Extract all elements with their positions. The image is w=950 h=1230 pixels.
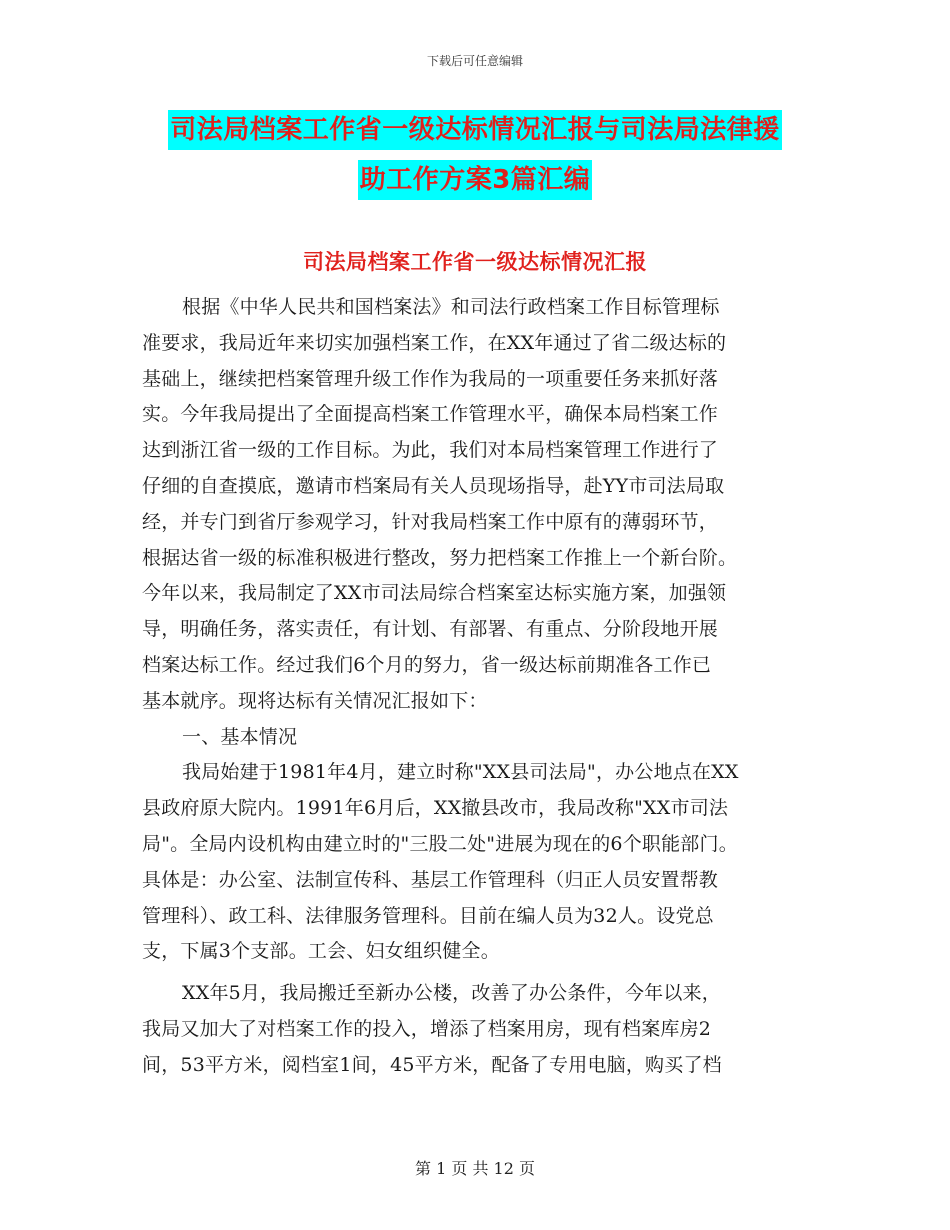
text-line: 间，53平方米，阅档室1间，45平方米，配备了专用电脑，购买了档 [142, 1053, 722, 1076]
text-line: 仔细的自查摸底，邀请市档案局有关人员现场指导，赴YY市司法局取 [142, 474, 725, 497]
text-line: 基础上，继续把档案管理升级工作作为我局的一项重要任务来抓好落 [142, 367, 719, 390]
text-line: 根据达省一级的标准积极进行整改，努力把档案工作推上一个新台阶。 [142, 546, 738, 569]
text-line: 具体是：办公室、法制宣传科、基层工作管理科（归正人员安置帮教 [142, 868, 719, 891]
text-line: 实。今年我局提出了全面提高档案工作管理水平，确保本局档案工作 [142, 403, 719, 426]
text-line: 档案达标工作。经过我们6个月的努力，省一级达标前期准各工作已 [142, 653, 712, 676]
title-line-2: 助工作方案3篇汇编 [358, 160, 593, 200]
text-line: XX年5月，我局搬迁至新办公楼，改善了办公条件，今年以来， [182, 982, 721, 1005]
text-line: 管理科）、政工科、法律服务管理科。目前在编人员为32人。设党总 [142, 904, 714, 927]
text-line: 支，下属3个支部。工会、妇女组织健全。 [142, 940, 500, 963]
text-line: 准要求，我局近年来切实加强档案工作，在XX年通过了省二级达标的 [142, 331, 727, 354]
text-line: 根据《中华人民共和国档案法》和司法行政档案工作目标管理标 [182, 296, 720, 318]
text-line: 经，并专门到省厅参观学习，针对我局档案工作中原有的薄弱环节， [142, 510, 719, 533]
page-footer: 第 1 页 共 12 页 [415, 1159, 535, 1178]
text-line: 基本就序。现将达标有关情况汇报如下： [142, 689, 488, 712]
text-line: 我局始建于1981年4月，建立时称"XX县司法局"，办公地点在XX [182, 761, 739, 784]
text-line: 我局又加大了对档案工作的投入，增添了档案用房，现有档案库房2 [142, 1017, 712, 1040]
title-line-1: 司法局档案工作省一级达标情况汇报与司法局法律援 [168, 110, 782, 150]
text-line: 局"。全局内设机构由建立时的"三股二处"进展为现在的6个职能部门。 [142, 832, 738, 855]
section-title: 司法局档案工作省一级达标情况汇报 [303, 250, 647, 274]
section-heading: 一、基本情况 [182, 725, 298, 748]
text-line: 导，明确任务，落实责任，有计划、有部署、有重点、分阶段地开展 [142, 618, 719, 641]
text-line: 达到浙江省一级的工作目标。为此，我们对本局档案管理工作进行了 [142, 439, 719, 462]
body-text [142, 290, 814, 1084]
header-note: 下载后可任意编辑 [426, 54, 523, 68]
text-line: 县政府原大院内。1991年6月后，XX撤县改市，我局改称"XX市司法 [142, 797, 729, 820]
document-title [0, 110, 950, 210]
text-line: 今年以来，我局制定了XX市司法局综合档案室达标实施方案，加强领 [142, 582, 727, 605]
